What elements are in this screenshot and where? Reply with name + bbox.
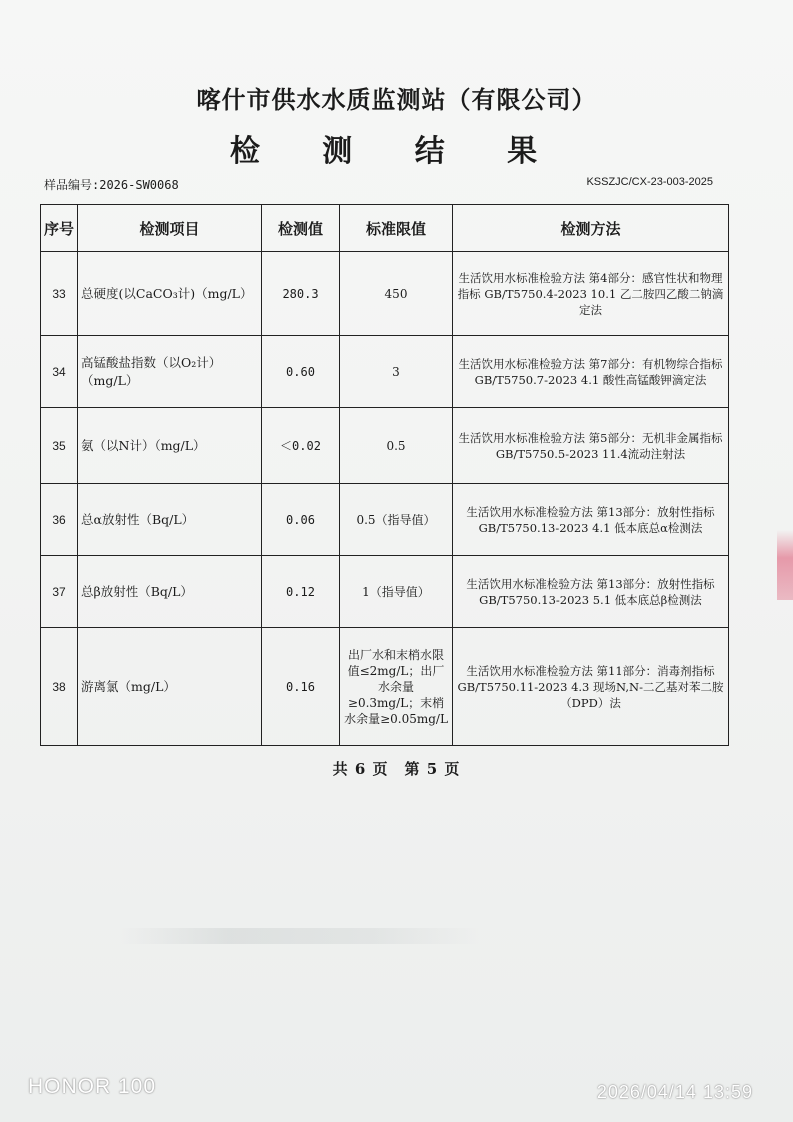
row-number: 38 xyxy=(41,628,78,746)
stamp-edge-mark xyxy=(777,530,793,600)
standard-limit: 0.5 xyxy=(340,408,453,484)
table-header-row xyxy=(41,205,729,252)
test-value: 280.3 xyxy=(262,252,340,336)
test-value: ＜0.02 xyxy=(262,408,340,484)
test-method: 生活饮用水标准检验方法 第13部分：放射性指标GB/T5750.13-2023 5.1 低本底总β检测法 xyxy=(453,556,729,628)
test-method: 生活饮用水标准检验方法 第4部分：感官性状和物理指标 GB/T5750.4-2023 10.1 乙二胺四乙酸二钠滴定法 xyxy=(453,252,729,336)
table-row xyxy=(41,252,729,336)
standard-limit: 出厂水和末梢水限值≤2mg/L；出厂水余量≥0.3mg/L；末梢水余量≥0.05mg/L xyxy=(340,628,453,746)
test-item: 游离氯（mg/L） xyxy=(78,628,262,746)
column-header-number: 序号 xyxy=(41,205,78,252)
table-row xyxy=(41,556,729,628)
table-row xyxy=(41,408,729,484)
sample-number: 样品编号:2026-SW0068 xyxy=(44,178,179,192)
test-item: 总α放射性（Bq/L） xyxy=(78,484,262,556)
organization-name: 喀什市供水水质监测站（有限公司） xyxy=(196,85,597,114)
test-item: 总β放射性（Bq/L） xyxy=(78,556,262,628)
test-item: 高锰酸盐指数（以O₂计）（mg/L） xyxy=(78,336,262,408)
report-code: KSSZJC/CX-23-003-2025 xyxy=(586,176,713,188)
photo-timestamp: 2026/04/14 13:59 xyxy=(596,1082,753,1102)
standard-limit: 1（指导值） xyxy=(340,556,453,628)
bleed-through-mark xyxy=(120,928,480,944)
column-header-value: 检测值 xyxy=(262,205,340,252)
table-row xyxy=(41,628,729,746)
column-header-method: 检测方法 xyxy=(453,205,729,252)
page-indicator: 共 6 页 第 5 页 xyxy=(332,760,461,778)
table-row xyxy=(41,484,729,556)
document-title: 检 测 结 果 xyxy=(229,134,564,169)
test-method: 生活饮用水标准检验方法 第5部分：无机非金属指标 GB/T5750.5-2023 11.4流动注射法 xyxy=(453,408,729,484)
column-header-item: 检测项目 xyxy=(78,205,262,252)
test-item: 氨（以N计）（mg/L） xyxy=(78,408,262,484)
row-number: 33 xyxy=(41,252,78,336)
standard-limit: 450 xyxy=(340,252,453,336)
row-number: 36 xyxy=(41,484,78,556)
test-method: 生活饮用水标准检验方法 第7部分：有机物综合指标 GB/T5750.7-2023 4.1 酸性高锰酸钾滴定法 xyxy=(453,336,729,408)
test-item: 总硬度(以CaCO₃计)（mg/L） xyxy=(78,252,262,336)
standard-limit: 0.5（指导值） xyxy=(340,484,453,556)
camera-brand-watermark: HONOR 100 xyxy=(28,1075,157,1098)
test-value: 0.06 xyxy=(262,484,340,556)
row-number: 35 xyxy=(41,408,78,484)
row-number: 34 xyxy=(41,336,78,408)
test-value: 0.16 xyxy=(262,628,340,746)
table-row xyxy=(41,336,729,408)
test-value: 0.60 xyxy=(262,336,340,408)
column-header-limit: 标准限值 xyxy=(340,205,453,252)
standard-limit: 3 xyxy=(340,336,453,408)
test-value: 0.12 xyxy=(262,556,340,628)
results-table xyxy=(40,204,729,746)
test-method: 生活饮用水标准检验方法 第13部分：放射性指标GB/T5750.13-2023 4.1 低本底总α检测法 xyxy=(453,484,729,556)
row-number: 37 xyxy=(41,556,78,628)
test-method: 生活饮用水标准检验方法 第11部分：消毒剂指标 GB/T5750.11-2023 4.3 现场N,N-二乙基对苯二胺（DPD）法 xyxy=(453,628,729,746)
